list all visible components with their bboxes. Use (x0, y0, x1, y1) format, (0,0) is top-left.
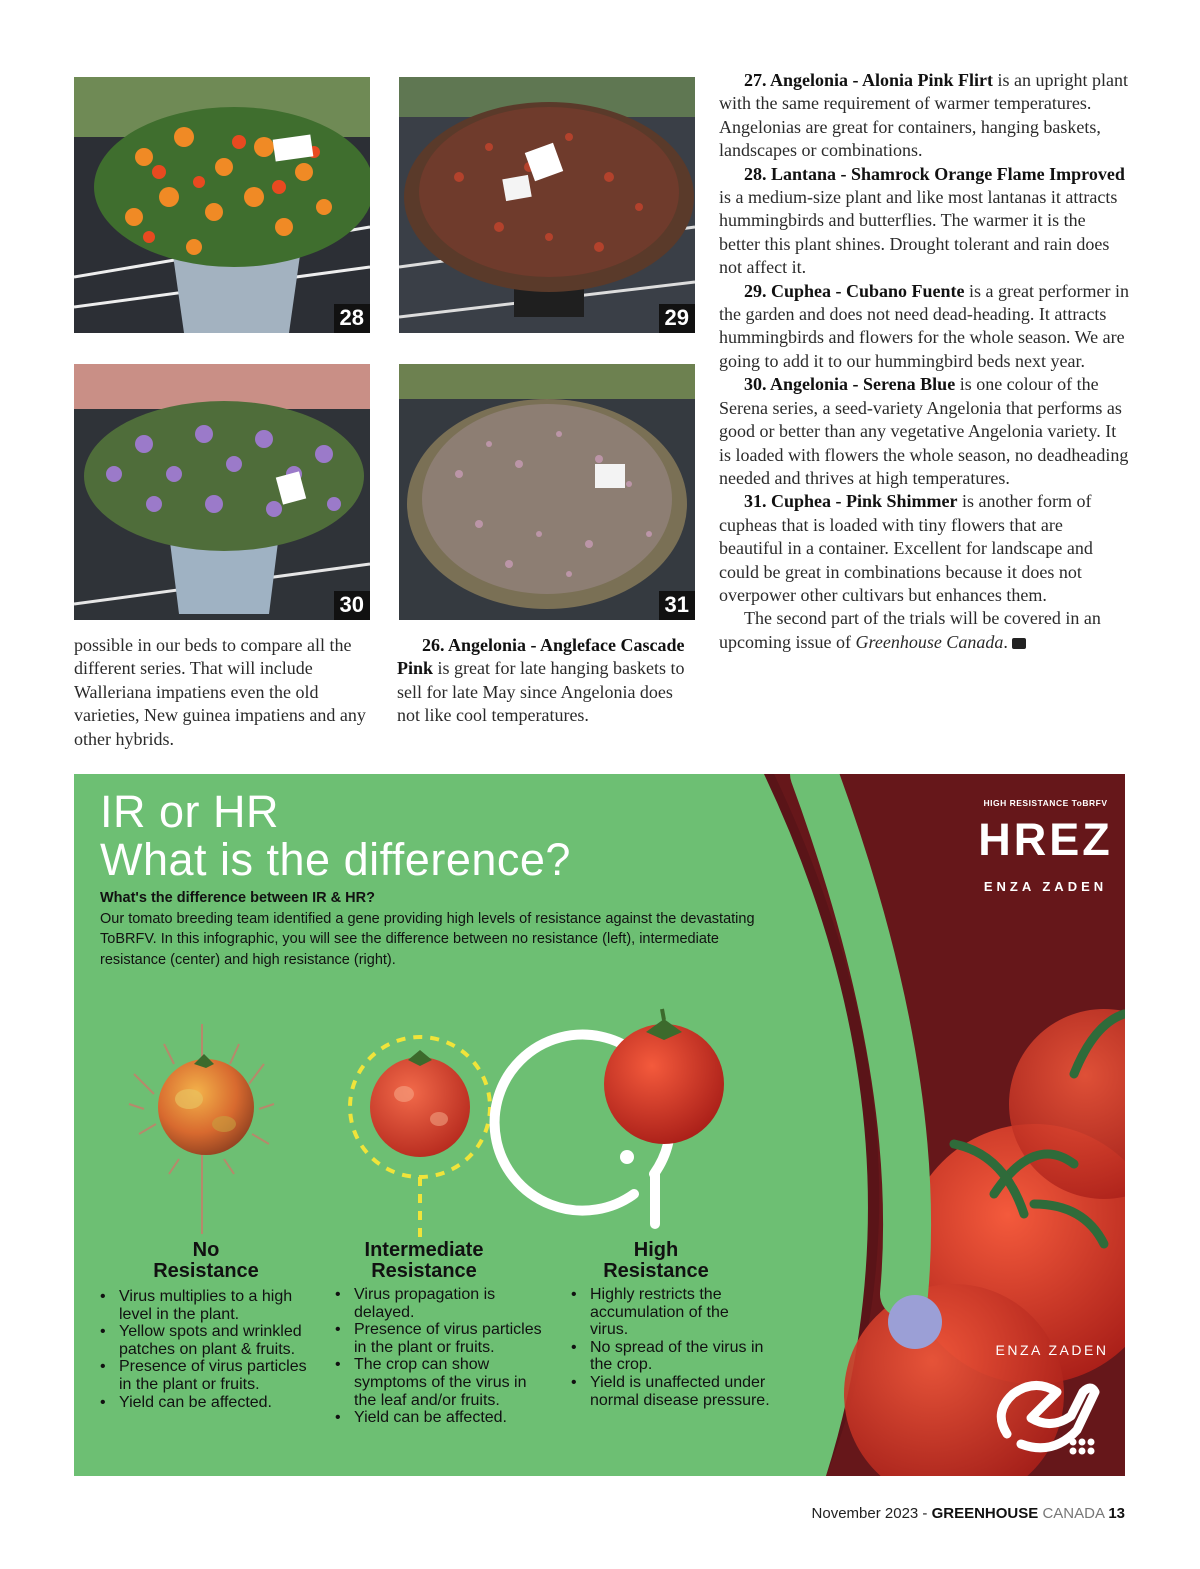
plant-description: is a great performer in the garden and does not need dead-heading. It attracts hummingbirds and flowers for the whole season. We are going to add it to our hummingbird beds next year. (719, 280, 1129, 371)
plant-description: is another form of cupheas that is loaded with tiny flowers that are beautiful in a container. Excellent for landscape and could be great in combinations because it does not overpower other cultivars but enhances them. (719, 491, 1093, 605)
end-mark-icon: GC (1012, 638, 1026, 649)
hrez-brand: ENZA ZADEN (983, 879, 1108, 894)
heading-line: Resistance (603, 1260, 709, 1282)
plant-name: 30. Angelonia - Serena Blue (744, 374, 956, 395)
hrez-tagline: HIGH RESISTANCE ToBRFV (983, 798, 1108, 808)
list-item: • Yield can be affected. (335, 1409, 545, 1427)
article-closing (719, 607, 1129, 654)
photo-cuphea-shimmer (399, 364, 695, 620)
advert-title-line1: IR or HR (100, 786, 280, 837)
page-footer (812, 1505, 1125, 1522)
enza-zaden-advert (74, 774, 1125, 1476)
photo-cuphea-fuente (399, 77, 695, 333)
advert-title (100, 788, 571, 884)
photo-number: 31 (659, 591, 695, 620)
intermediate-resistance-list (335, 1286, 545, 1427)
issue-date: November 2023 - (811, 1505, 932, 1522)
plant-name: 26. Angelonia - Angleface Cascade Pink (397, 635, 685, 679)
hrez-logo: HREZ (978, 814, 1113, 865)
article-column-right (719, 69, 1129, 654)
closing-period: . (1003, 631, 1008, 652)
photo-number: 30 (334, 591, 370, 620)
page-number: 13 (1108, 1505, 1125, 1522)
intermediate-resistance-heading (344, 1240, 504, 1282)
publication-name: GREENHOUSE (931, 1505, 1039, 1522)
article-paragraph: possible in our beds to compare all the different series. That will include Walleriana impatiens even the old varieties, New guinea impatiens and any other hybrids. (74, 635, 366, 749)
article-column-left (74, 634, 374, 751)
photo-angelonia-serena (74, 364, 370, 620)
plant-name: 31. Cuphea - Pink Shimmer (744, 491, 958, 512)
list-item: • Yellow spots and wrinkled patches on plant & fruits. (100, 1323, 322, 1358)
heading-line: Intermediate (364, 1239, 484, 1261)
plant-description: is an upright plant with the same requirement of warmer temperatures. Angelonias are great for containers, hanging baskets, landscapes or combinations. (719, 70, 1129, 161)
article-column-middle (397, 634, 697, 728)
list-item: • Highly restricts the accumulation of the virus. (571, 1286, 771, 1339)
publication-name: Greenhouse Canada (855, 631, 1004, 652)
article-paragraph-27 (719, 69, 1129, 163)
plant-name: 29. Cuphea - Cubano Fuente (744, 280, 965, 301)
list-item: • No spread of the virus in the crop. (571, 1339, 771, 1374)
no-resistance-list (100, 1288, 322, 1411)
advert-subheading: What's the difference between IR & HR? (100, 890, 375, 906)
article-paragraph-28 (719, 163, 1129, 280)
list-item: • Yield can be affected. (100, 1394, 322, 1412)
heading-line: Resistance (153, 1260, 259, 1282)
article-paragraph-26 (397, 634, 697, 728)
plant-name: 28. Lantana - Shamrock Orange Flame Improved (744, 163, 1125, 184)
heading-line: Resistance (371, 1260, 477, 1282)
advert-title-line2: What is the difference? (100, 834, 571, 885)
list-item: • Virus propagation is delayed. (335, 1286, 545, 1321)
enza-zaden-logo-icon (991, 1372, 1103, 1458)
plant-name: 27. Angelonia - Alonia Pink Flirt (744, 70, 994, 90)
heading-line: No (192, 1239, 220, 1261)
list-item: • Presence of virus particles in the plant or fruits. (100, 1358, 322, 1393)
publication-name-suffix: CANADA (1038, 1505, 1109, 1522)
heading-line: High (633, 1239, 679, 1261)
article-paragraph-30 (719, 373, 1129, 490)
article-paragraph-31 (719, 490, 1129, 607)
photo-lantana (74, 77, 370, 333)
plant-description: is great for late hanging baskets to sell for late May since Angelonia does not like cool temperatures. (397, 658, 685, 726)
list-item: • Presence of virus particles in the plant or fruits. (335, 1321, 545, 1356)
photo-number: 28 (334, 304, 370, 333)
plant-description: is one colour of the Serena series, a seed-variety Angelonia that performs as good or better than any vegetative Angelonia variety. It is loaded with flowers the whole season, no deadheading needed and thrives at high temperatures. (719, 374, 1129, 488)
no-resistance-heading (124, 1240, 288, 1282)
closing-text: The second part of the trials will be covered in an upcoming issue of (719, 608, 1101, 652)
article-paragraph-29 (719, 280, 1129, 374)
plant-description: is a medium-size plant and like most lantanas it attracts hummingbirds and butterflies. The warmer it is the better this plant shines. Drought tolerant and rain does not affect it. (719, 187, 1118, 278)
high-resistance-list (571, 1286, 771, 1409)
list-item: • Virus multiplies to a high level in the plant. (100, 1288, 322, 1323)
advert-intro: Our tomato breeding team identified a gene providing high levels of resistance against the devastating ToBRFV. In this infographic, you will see the difference between no resistance (left), intermediate resistance (center) and high resistance (right). (100, 911, 755, 968)
list-item: • Yield is unaffected under normal disease pressure. (571, 1374, 771, 1409)
photo-number: 29 (659, 304, 695, 333)
list-item: • The crop can show symptoms of the virus in the leaf and/or fruits. (335, 1356, 545, 1409)
enza-zaden-label: ENZA ZADEN (995, 1342, 1109, 1358)
high-resistance-heading (584, 1240, 728, 1282)
